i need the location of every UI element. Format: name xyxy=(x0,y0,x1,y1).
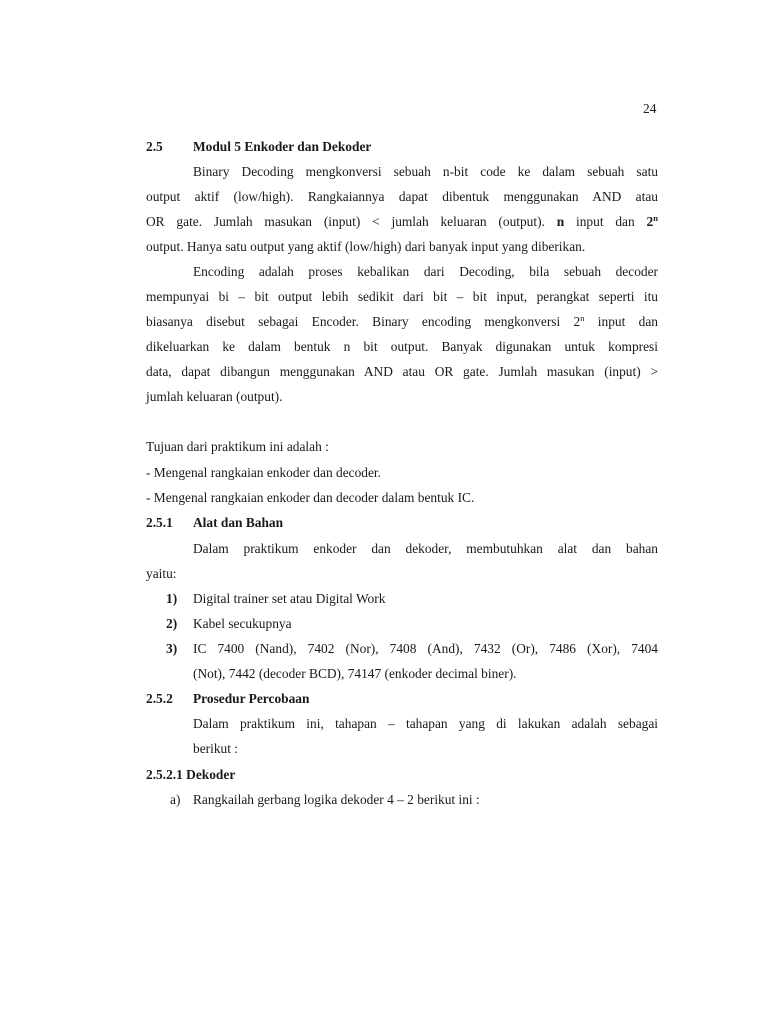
paragraph-2-line-4: dikeluarkan ke dalam bentuk n bit output. Banyak digunakan untuk kompresi xyxy=(146,339,658,354)
page-number: 24 xyxy=(643,101,657,116)
subsection-number: 2.5.2 xyxy=(146,691,173,706)
paragraph-1-line-4: output. Hanya satu output yang aktif (low/high) dari banyak input yang diberikan. xyxy=(146,239,586,254)
list-item-number: 2) xyxy=(166,616,178,631)
objectives-intro: Tujuan dari praktikum ini adalah : xyxy=(146,439,329,454)
subsection-title: Alat dan Bahan xyxy=(193,515,284,530)
objective-item: - Mengenal rangkaian enkoder dan decoder dalam bentuk IC. xyxy=(146,490,475,505)
paragraph-1-line-2: output aktif (low/high). Rangkaiannya dapat dibentuk menggunakan AND atau xyxy=(146,189,658,204)
list-item-text: Kabel secukupnya xyxy=(193,616,292,631)
paragraph-2-line-3: biasanya disebut sebagai Encoder. Binary encoding mengkonversi 2$^n$ input dan xyxy=(146,313,658,329)
tools-paragraph-line-2: yaitu: xyxy=(146,566,177,581)
list-item-text: Rangkailah gerbang logika dekoder 4 – 2 berikut ini : xyxy=(193,792,480,807)
paragraph-2-line-1: Encoding adalah proses kebalikan dari Decoding, bila sebuah decoder xyxy=(193,264,658,279)
procedure-paragraph-line-2: berikut : xyxy=(193,741,238,756)
procedure-paragraph-line-1: Dalam praktikum ini, tahapan – tahapan yang di lakukan adalah sebagai xyxy=(193,716,658,731)
list-item-text: IC 7400 (Nand), 7402 (Nor), 7408 (And), 7432 (Or), 7486 (Xor), 7404 xyxy=(193,641,658,656)
section-title: Modul 5 Enkoder dan Dekoder xyxy=(193,139,372,154)
subsubsection-heading: 2.5.2.1 Dekoder xyxy=(146,767,236,782)
subsection-number: 2.5.1 xyxy=(146,515,173,530)
paragraph-1-line-1: Binary Decoding mengkonversi sebuah n-bit code ke dalam sebuah satu xyxy=(193,164,658,179)
list-item-letter: a) xyxy=(170,792,181,807)
objective-item: - Mengenal rangkaian enkoder dan decoder. xyxy=(146,465,381,480)
list-item-text-continued: (Not), 7442 (decoder BCD), 74147 (enkoder decimal biner). xyxy=(193,666,517,681)
list-item-number: 1) xyxy=(166,591,178,606)
list-item-number: 3) xyxy=(166,641,178,656)
paragraph-2-line-5: data, dapat dibangun menggunakan AND atau OR gate. Jumlah masukan (input) > xyxy=(146,364,658,379)
paragraph-2-line-6: jumlah keluaran (output). xyxy=(146,389,283,404)
list-item-text: Digital trainer set atau Digital Work xyxy=(193,591,386,606)
section-number: 2.5 xyxy=(146,139,163,154)
paragraph-2-line-2: mempunyai bi – bit output lebih sedikit dari bit – bit input, perangkat seperti itu xyxy=(146,289,658,304)
paragraph-1-line-3: OR gate. Jumlah masukan (input) < jumlah keluaran (output). n input dan 2$^n$ xyxy=(146,213,658,229)
tools-paragraph-line-1: Dalam praktikum enkoder dan dekoder, membutuhkan alat dan bahan xyxy=(193,541,658,556)
subsection-title: Prosedur Percobaan xyxy=(193,691,310,706)
